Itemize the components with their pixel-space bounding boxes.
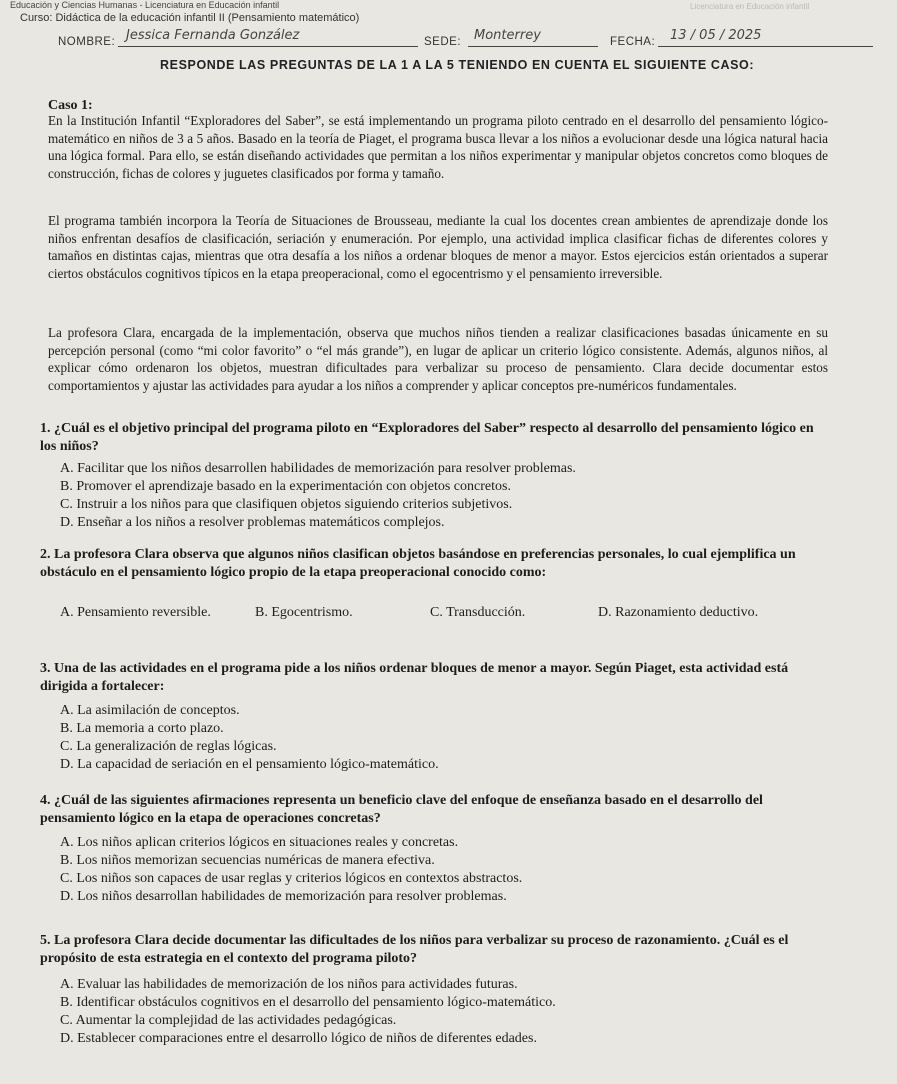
case-paragraph: En la Institución Infantil “Exploradores del Saber”, se está implementando un programa piloto centrado en el desarrollo del pensamiento lógico-matemático en niños de 3 a 5 años. Basado en la teoría de Piaget, el programa busca llevar a los niños a evolucionar desde una lógica natural hacia una lógica formal. Para ello, se están diseñando actividades que permitan a los niños experimentar y manipular objetos concretos como bloques de construcción, fichas de colores y juguetes clasificados por forma y tamaño. [48,113,828,181]
q1-option-c[interactable]: C. Instruir a los niños para que clasifiquen objetos siguiendo criterios subjetivos. [60,497,513,512]
instructions: RESPONDE LAS PREGUNTAS DE LA 1 A LA 5 TENIENDO EN CUENTA EL SIGUIENTE CASO: [160,58,755,72]
date-underline [658,46,873,47]
question-number: 4. [40,793,51,808]
q4-option-c[interactable]: C. Los niños son capaces de usar reglas y criterios lógicos en contextos abstractos. [60,871,523,886]
name-handwritten[interactable]: Jessica Fernanda González [126,28,300,43]
question-text: Una de las actividades en el programa pide a los niños ordenar bloques de menor a mayor. Según Piaget, esta actividad está dirigida a fortalecer: [40,661,789,694]
q5-option-d[interactable]: D. Establecer comparaciones entre el desarrollo lógico de niños de diferentes edades. [60,1031,537,1046]
name-underline [118,46,418,47]
course-header: Curso: Didáctica de la educación infantil II (Pensamiento matemático) [20,12,360,24]
q2-option-d[interactable]: D. Razonamiento deductivo. [598,605,759,620]
question-1 [40,420,830,456]
q5-option-b[interactable]: B. Identificar obstáculos cognitivos en el desarrollo del pensamiento lógico-matemático. [60,995,556,1010]
q5-option-c[interactable]: C. Aumentar la complejidad de las actividades pedagógicas. [60,1013,397,1028]
q1-option-b[interactable]: B. Promover el aprendizaje basado en la experimentación con objetos concretos. [60,479,511,494]
faded-header-note: Licenciatura en Educación infantil [690,2,810,11]
question-number: 1. [40,421,51,436]
date-handwritten[interactable]: 13 / 05 / 2025 [670,28,762,43]
question-text: La profesora Clara observa que algunos niños clasifican objetos basándose en preferencias personales, lo cual ejemplifica un obstáculo en el pensamiento lógico propio de la etapa preoperacional conocido como: [40,547,796,580]
sede-underline [468,46,598,47]
question-number: 5. [40,933,51,948]
q1-option-d[interactable]: D. Enseñar a los niños a resolver problemas matemáticos complejos. [60,515,445,530]
question-4 [40,792,830,828]
question-5 [40,932,830,968]
question-3 [40,660,830,696]
program-header: Educación y Ciencias Humanas - Licenciatura en Educación infantil [10,0,280,10]
question-text: ¿Cuál de las siguientes afirmaciones representa un beneficio clave del enfoque de enseñanza basado en el desarrollo del pensamiento lógico en la etapa de operaciones concretas? [40,793,763,826]
q1-option-a[interactable]: A. Facilitar que los niños desarrollen habilidades de memorización para resolver problemas. [60,461,576,476]
q3-option-a[interactable]: A. La asimilación de conceptos. [60,703,240,718]
question-2 [40,546,830,582]
case-paragraph: La profesora Clara, encargada de la implementación, observa que muchos niños tienden a realizar clasificaciones basadas únicamente en su percepción personal (como “mi color favorito” o “el más grande”), en lugar de aplicar un criterio lógico consistente. Además, algunos niños, al explicar cómo ordenaron los objetos, muestran dificultades para verbalizar su proceso de pensamiento. Clara decide documentar estos comportamientos y ajustar las actividades para ayudar a los niños a comprender y aplicar conceptos pre-numéricos fundamentales. [48,325,828,393]
question-text: ¿Cuál es el objetivo principal del programa piloto en “Exploradores del Saber” respecto al desarrollo del pensamiento lógico en los niños? [40,421,814,454]
case-title: Caso 1: [48,98,93,113]
q4-option-b[interactable]: B. Los niños memorizan secuencias numéricas de manera efectiva. [60,853,435,868]
q2-option-c[interactable]: C. Transducción. [430,605,526,620]
q4-option-a[interactable]: A. Los niños aplican criterios lógicos en situaciones reales y concretas. [60,835,459,850]
q2-option-b[interactable]: B. Egocentrismo. [255,605,353,620]
sede-handwritten[interactable]: Monterrey [474,28,541,43]
question-number: 2. [40,547,51,562]
q3-option-d[interactable]: D. La capacidad de seriación en el pensamiento lógico-matemático. [60,757,439,772]
q3-option-c[interactable]: C. La generalización de reglas lógicas. [60,739,277,754]
q2-option-a[interactable]: A. Pensamiento reversible. [60,605,211,620]
student-fields [58,28,878,52]
name-label: NOMBRE: [58,36,116,48]
q4-option-d[interactable]: D. Los niños desarrollan habilidades de memorización para resolver problemas. [60,889,507,904]
date-label: FECHA: [610,36,656,48]
question-number: 3. [40,661,51,676]
case-paragraph: El programa también incorpora la Teoría de Situaciones de Brousseau, mediante la cual los docentes crean ambientes de aprendizaje donde los niños enfrentan desafíos de clasificación, seriación y enumeración. Por ejemplo, una actividad implica clasificar fichas de diferentes colores y tamaños en distintas cajas, mientras que otra desafía a los niños a ordenar bloques de menor a mayor. Estos ejercicios están orientados a superar ciertos obstáculos cognitivos típicos en la etapa preoperacional, como el egocentrismo y el pensamiento irreversible. [48,213,828,281]
q3-option-b[interactable]: B. La memoria a corto plazo. [60,721,224,736]
q5-option-a[interactable]: A. Evaluar las habilidades de memorización de los niños para actividades futuras. [60,977,518,992]
question-text: La profesora Clara decide documentar las dificultades de los niños para verbalizar su proceso de razonamiento. ¿Cuál es el propósito de esta estrategia en el contexto del programa piloto? [40,933,789,966]
sede-label: SEDE: [424,36,462,48]
